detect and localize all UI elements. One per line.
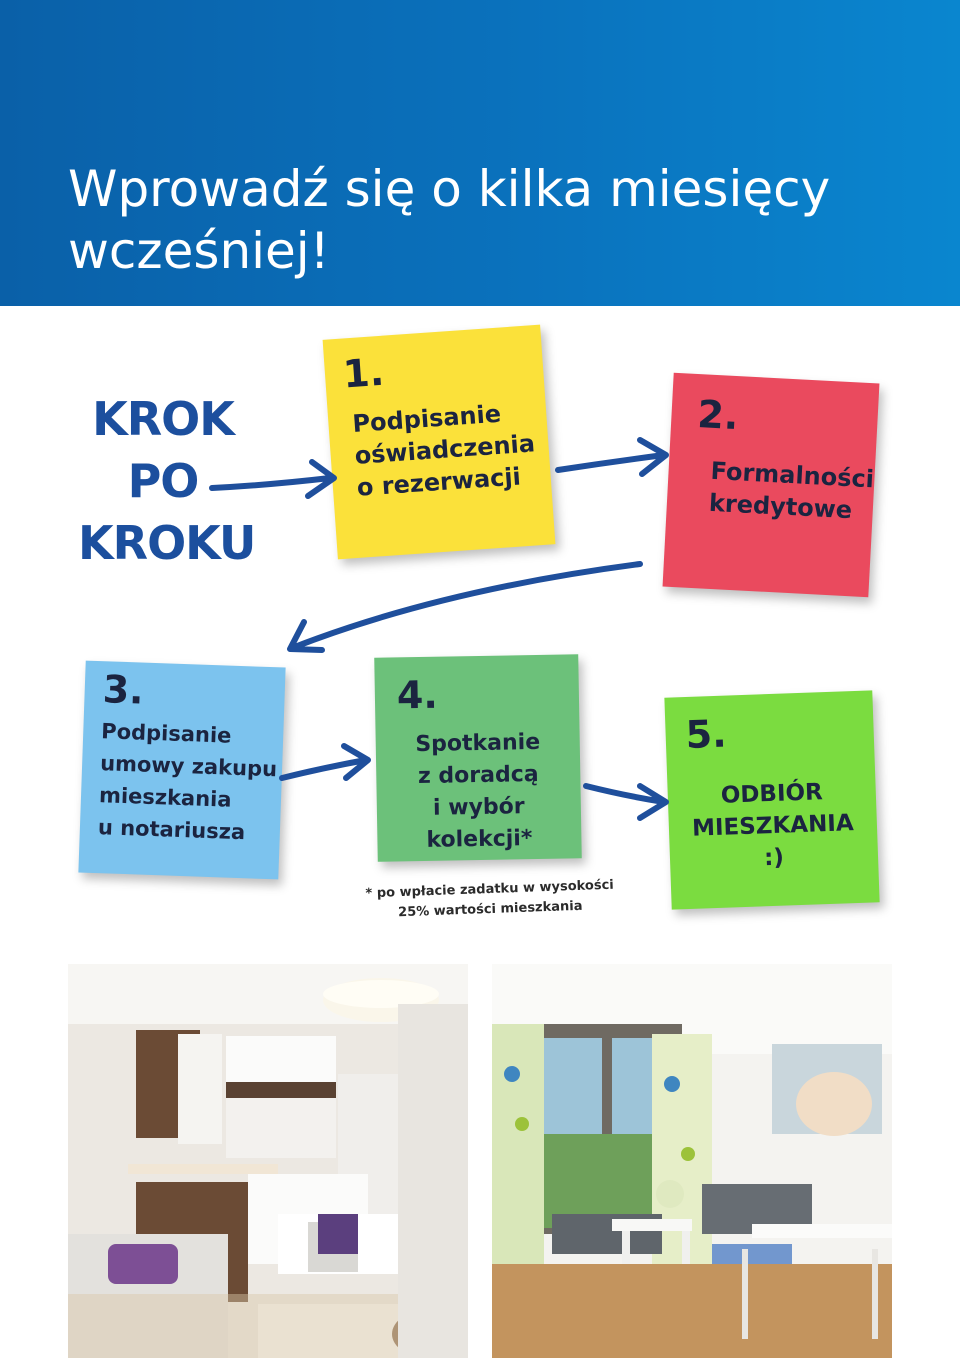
kitchen-living-room-photo <box>68 964 468 1358</box>
step-5-text: ODBIÓR MIESZKANIA :) <box>691 779 855 872</box>
step-2-number: 2. <box>696 392 740 439</box>
step-2-note <box>663 373 880 597</box>
step-4-number: 4. <box>396 672 439 718</box>
step-2-text: Formalności kredytowe <box>708 456 875 525</box>
arrow-to-step-5 <box>586 786 666 818</box>
page-title: Wprowadź się o kilka miesięcy wcześniej! <box>68 160 831 280</box>
footnote: * po wpłacie zadatku w wysokości 25% wartości mieszkania <box>365 877 615 921</box>
step-5-number: 5. <box>684 711 728 757</box>
step-by-step-heading: KROK PO KROKU <box>78 392 256 570</box>
step-3-note <box>78 661 285 880</box>
header-banner <box>0 0 960 306</box>
step-1-number: 1. <box>341 349 386 397</box>
step-1-text: Podpisanie oświadczenia o rezerwacji <box>351 399 536 502</box>
step-3-text: Podpisanie umowy zakupu mieszkania u notariusza <box>97 719 278 845</box>
arrow-to-step-3 <box>290 564 640 650</box>
arrow-to-step-4 <box>282 746 368 778</box>
step-3-number: 3. <box>102 667 145 713</box>
step-4-text: Spotkanie z doradcą i wybór kolekcji* <box>415 729 541 853</box>
arrow-to-step-2 <box>558 440 666 474</box>
step-4-note <box>374 654 582 862</box>
step-5-note <box>664 690 879 909</box>
living-room-with-dining-table-photo <box>492 964 892 1358</box>
step-1-note <box>323 325 556 560</box>
